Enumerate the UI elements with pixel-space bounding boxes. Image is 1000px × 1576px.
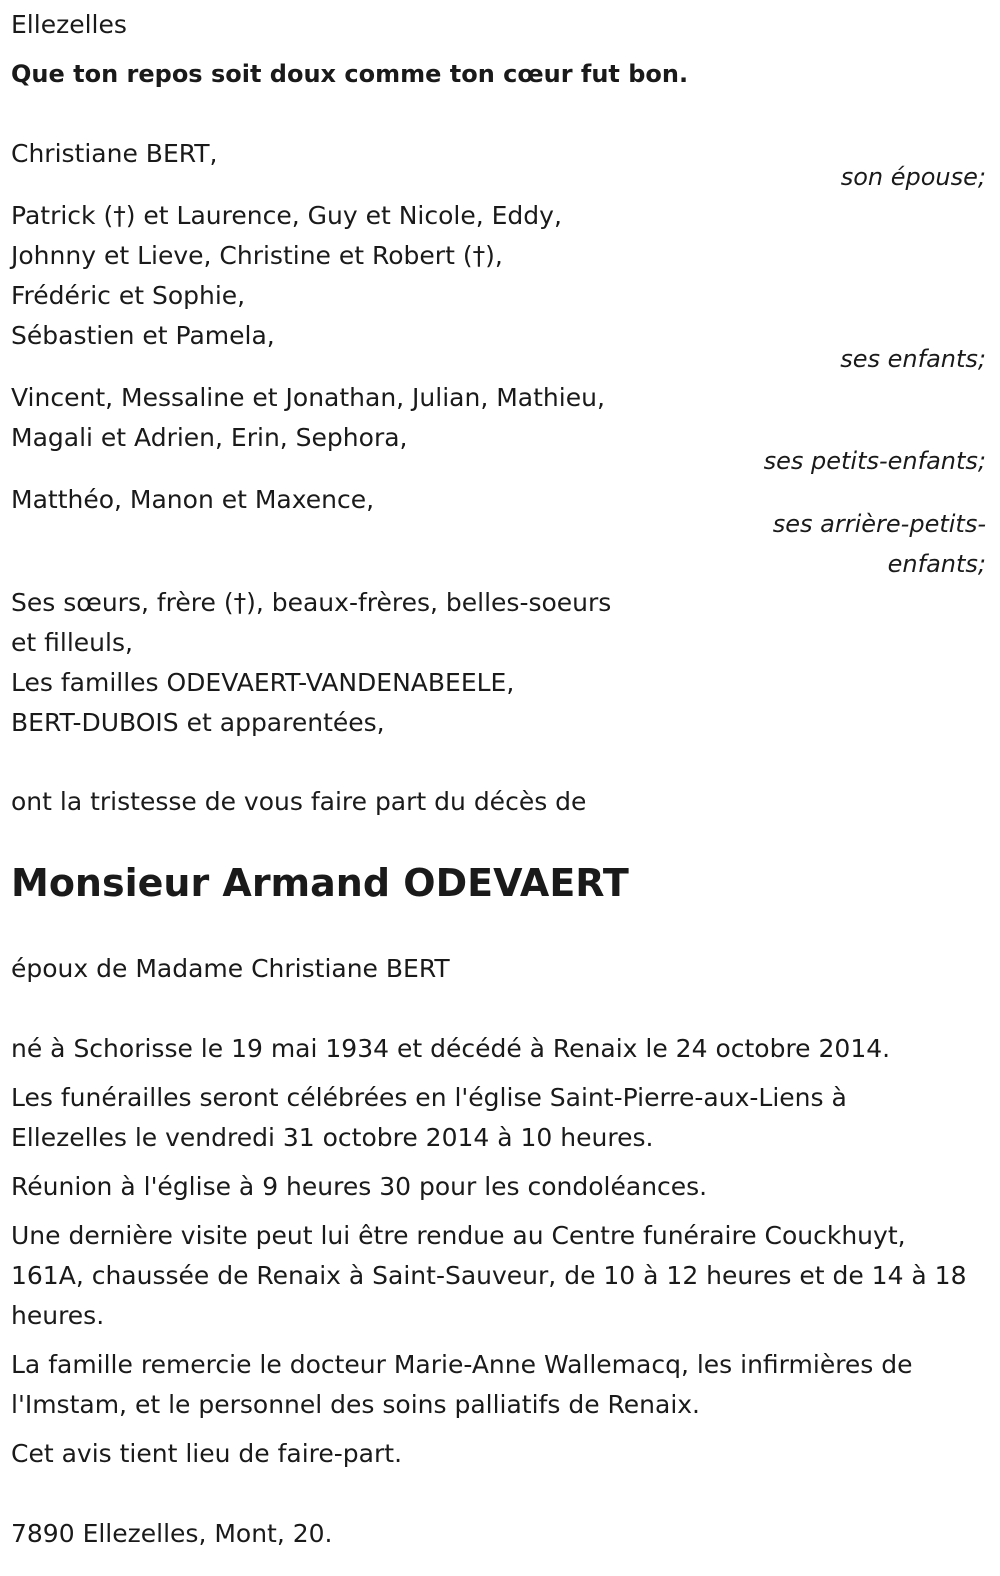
birth-death-line: né à Schorisse le 19 mai 1934 et décédé à Renaix le 24 octobre 2014. (11, 1034, 891, 1063)
deceased-name: Monsieur Armand ODEVAERT (11, 861, 629, 905)
announcement: ont la tristesse de vous faire part du décès de (11, 787, 587, 816)
address-line: 7890 Ellezelles, Mont, 20. (11, 1519, 333, 1548)
visit-line: heures. (11, 1301, 105, 1330)
town-heading: Ellezelles (11, 10, 127, 39)
others-line: Ses sœurs, frère (†), beaux-frères, belles-soeurs (11, 588, 612, 617)
meeting-line: Réunion à l'église à 9 heures 30 pour les condoléances. (11, 1172, 708, 1201)
visit-line: Une dernière visite peut lui être rendue au Centre funéraire Couckhuyt, (11, 1221, 906, 1250)
children-line: Johnny et Lieve, Christine et Robert (†), (11, 241, 503, 270)
great-grandchildren-line: Matthéo, Manon et Maxence, (11, 485, 375, 514)
spouse-relation: son épouse; (840, 163, 986, 191)
thanks-line: La famille remercie le docteur Marie-Anne Wallemacq, les infirmières de (11, 1350, 913, 1379)
notice-line: Cet avis tient lieu de faire-part. (11, 1439, 403, 1468)
spouse-name: Christiane BERT, (11, 139, 218, 168)
deceased-spouse-line: époux de Madame Christiane BERT (11, 954, 450, 983)
children-relation: ses enfants; (840, 345, 986, 373)
visit-line: 161A, chaussée de Renaix à Saint-Sauveur, de 10 à 12 heures et de 14 à 18 (11, 1261, 967, 1290)
great-grandchildren-relation: ses arrière-petits- (772, 510, 986, 538)
funeral-line: Les funérailles seront célébrées en l'église Saint-Pierre-aux-Liens à (11, 1083, 847, 1112)
grandchildren-relation: ses petits-enfants; (763, 447, 986, 475)
thanks-line: l'Imstam, et le personnel des soins palliatifs de Renaix. (11, 1390, 701, 1419)
others-line: BERT-DUBOIS et apparentées, (11, 708, 385, 737)
others-line: Les familles ODEVAERT-VANDENABEELE, (11, 668, 515, 697)
motto: Que ton repos soit doux comme ton cœur fut bon. (11, 60, 689, 88)
others-line: et filleuls, (11, 628, 133, 657)
grandchildren-line: Magali et Adrien, Erin, Sephora, (11, 423, 408, 452)
children-line: Frédéric et Sophie, (11, 281, 246, 310)
children-line: Patrick (†) et Laurence, Guy et Nicole, Eddy, (11, 201, 562, 230)
funeral-line: Ellezelles le vendredi 31 octobre 2014 à 10 heures. (11, 1123, 654, 1152)
children-line: Sébastien et Pamela, (11, 321, 275, 350)
grandchildren-line: Vincent, Messaline et Jonathan, Julian, Mathieu, (11, 383, 605, 412)
great-grandchildren-relation: enfants; (887, 550, 986, 578)
